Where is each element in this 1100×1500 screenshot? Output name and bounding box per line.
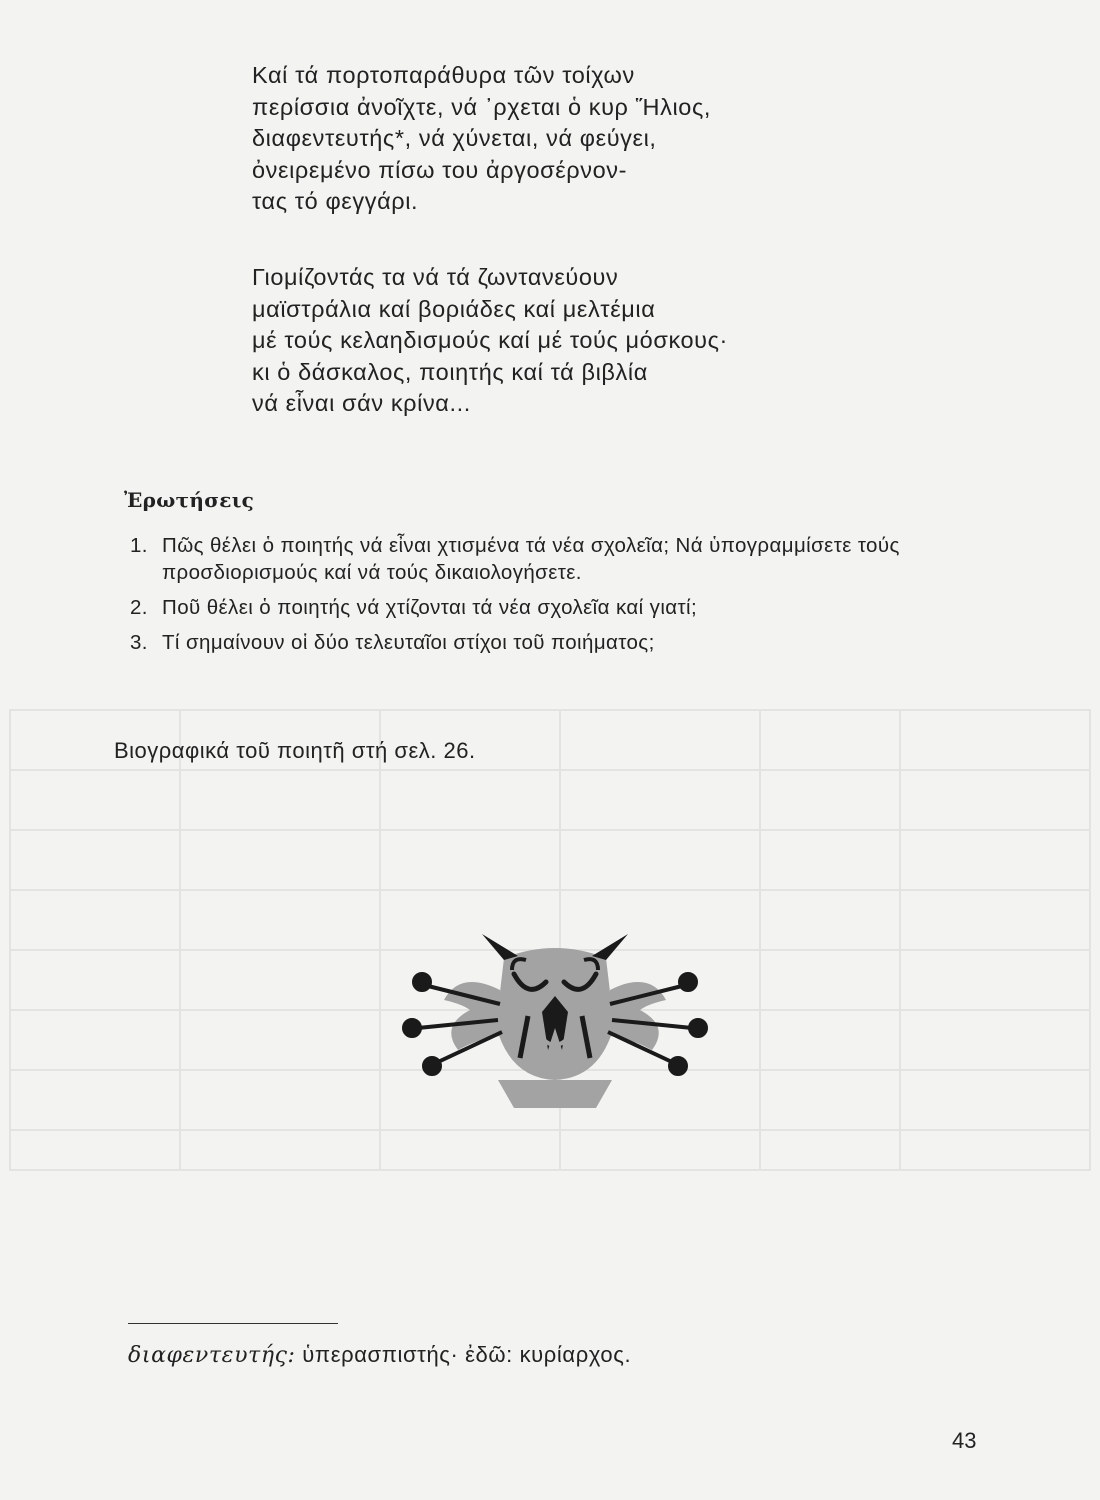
question-number: 2. [130,596,148,619]
poem-line: ὀνειρεμένο πίσω του ἀργοσέρνον- [252,156,628,183]
question-text: Τί σημαίνουν οἱ δύο τελευταῖοι στίχοι τοῦ ποιήματος; [162,631,655,654]
poem-line: τας τό φεγγάρι. [252,188,419,214]
poem-line: περίσσια ἀνοῖχτε, νά ᾿ρχεται ὁ κυρ Ἥλιος, [252,93,712,120]
poem-line: Καί τά πορτοπαράθυρα τῶν τοίχων [252,62,635,88]
question-item [130,629,1030,656]
owl-vase-ornament-icon [400,930,710,1120]
footnote [128,1342,631,1368]
footnote-term: διαφεντευτής: [128,1343,296,1368]
question-list [130,532,1030,664]
poem-line: νά εἶναι σάν κρίνα... [252,390,471,416]
question-item [130,594,1030,621]
poem-line: μέ τούς κελαηδισμούς καί μέ τούς μόσκους· [252,327,728,353]
footnote-definition: ὑπερασπιστής· ἐδῶ: κυρίαρχος. [302,1342,632,1367]
poem-line: Γιομίζοντάς τα νά τά ζωντανεύουν [252,264,619,290]
question-item [130,532,1030,586]
footnote-divider [128,1323,338,1324]
questions-heading: Ἐρωτήσεις [124,488,255,512]
question-number: 3. [130,631,148,654]
page-number: 43 [952,1428,977,1453]
poem-line: διαφεντευτής*, νά χύνεται, νά φεύγει, [252,125,657,151]
poem-line: κι ὁ δάσκαλος, ποιητής καί τά βιβλία [252,358,648,385]
poem-line: μαϊστράλια καί βοριάδες καί μελτέμια [252,295,656,322]
poem-stanza-1 [252,60,711,218]
question-text: Ποῦ θέλει ὁ ποιητής νά χτίζονται τά νέα σχολεῖα καί γιατί; [162,596,698,619]
question-text: Πῶς θέλει ὁ ποιητής νά εἶναι χτισμένα τά νέα σχολεῖα; Νά ὑπογραμμίσετε τούς προσδιορισμούς καί νά τούς δικαιολογήσετε. [162,534,900,584]
question-number: 1. [130,534,148,557]
poem-stanza-2 [252,262,728,420]
biography-note: Βιογραφικά τοῦ ποιητῆ στή σελ. 26. [114,738,476,763]
